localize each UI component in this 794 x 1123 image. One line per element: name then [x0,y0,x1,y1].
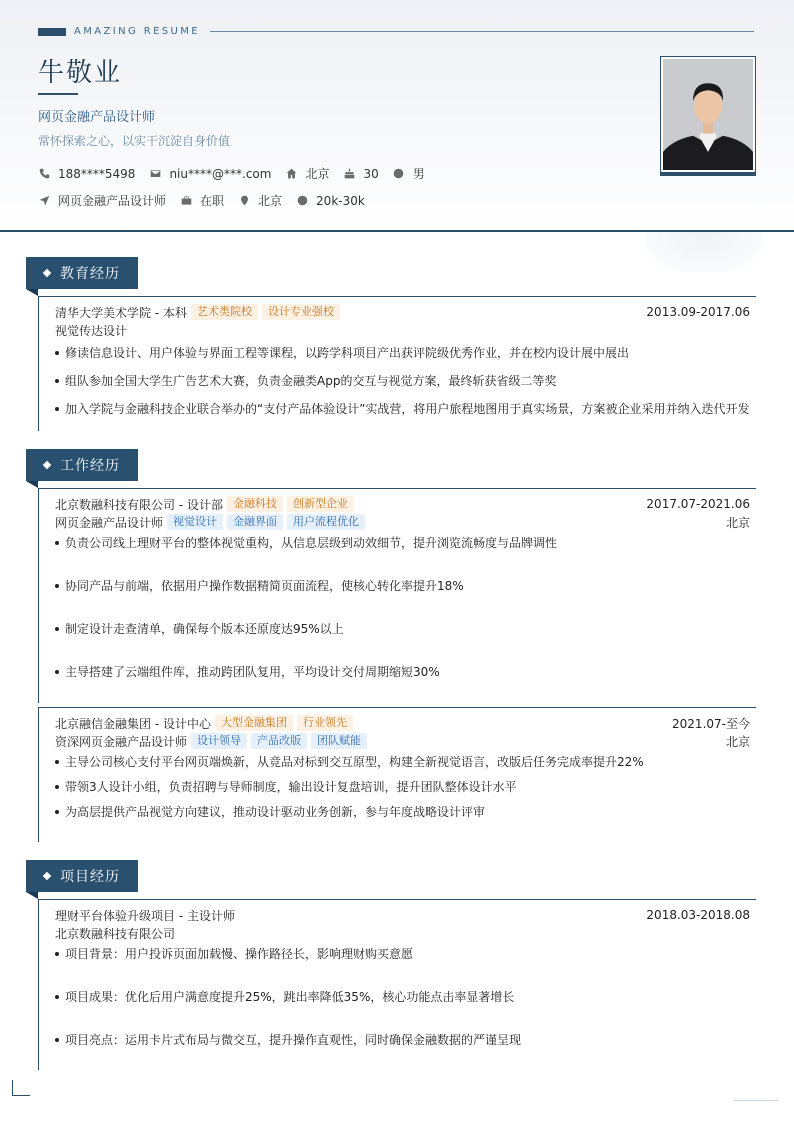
project-header [55,906,750,924]
age-item [343,167,378,181]
role-row [55,732,750,750]
company-tag: 大型金融集团 [215,715,293,731]
section-title-projects [26,860,138,892]
work-date: 2017.07-2021.06 [646,497,750,511]
school-name: 清华大学美术学院 - 本科 [55,305,187,320]
resume-header [0,0,794,232]
project-company-row [55,924,750,942]
intent-city-item [238,192,282,209]
project-name: 理财平台体验升级项目 - 主设计师 [55,908,235,923]
company-name: 北京数融科技有限公司 - 设计部 [55,497,223,512]
briefcase-icon [180,195,192,207]
education-bullet: 加入学院与金融科技企业联合举办的“支付产品体验设计”实战营，将用户旅程地图用于真实场景，方案被企业采用并纳入迭代开发 [55,400,750,417]
section-label: 教育经历 [60,266,120,282]
mail-icon [149,168,161,180]
diamond-icon [43,461,51,469]
brand-divider [210,31,754,32]
home-value: 北京 [305,167,330,181]
education-entry [38,296,756,431]
education-bullet: 修读信息设计、用户体验与界面工程等课程，以跨学科项目产出获评院级优秀作业，并在校内设计展中展出 [55,344,750,361]
section-label: 项目经历 [60,869,120,885]
section-title-education [26,257,138,289]
home-icon [285,168,297,180]
header-shadow [644,232,764,272]
work-header [55,495,750,513]
work-bullet: 为高层提供产品视觉方向建议，推动设计驱动业务创新，参与年度战略设计评审 [55,803,750,820]
intent-title-value: 网页金融产品设计师 [58,194,167,208]
work-city: 北京 [725,734,750,749]
major-row [55,321,750,339]
major: 视觉传达设计 [55,323,128,338]
role-row [55,513,750,531]
gender-value: 男 [412,167,425,181]
intent-title-item [38,192,166,209]
email-value: niu****@***.com [169,166,272,181]
profile-photo-frame [660,56,756,173]
school-tag: 设计专业强校 [262,304,340,320]
company-tag: 金融科技 [227,496,283,512]
status-item [180,192,224,209]
brand-banner [38,26,754,37]
project-bullet: 项目成果：优化后用户满意度提升25%，跳出率降低35%，核心功能点击率显著增长 [55,988,750,1005]
project-company: 北京数融科技有限公司 [55,926,176,941]
age-value: 30 [363,166,379,181]
company-tag: 创新型企业 [287,496,354,512]
gender-icon [393,168,405,180]
salary-value: 20k-30k [316,193,365,208]
role-name: 网页金融产品设计师 [55,515,164,530]
section-label: 工作经历 [60,458,120,474]
work-bullet: 带领3人设计小组，负责招聘与导师制度，输出设计复盘培训，提升团队整体设计水平 [55,778,750,795]
motto: 常怀探索之心，以实干沉淀自身价值 [38,134,231,148]
location-icon [238,195,250,207]
email-item [149,167,271,181]
education-bullet: 组队参加全国大学生广告艺术大赛，负责金融类App的交互与视觉方案，最终斩获省级二等奖 [55,372,750,389]
work-entry-2 [38,707,756,842]
role-tag: 产品改版 [251,733,307,749]
role-tag: 设计领导 [191,733,247,749]
school-tag: 艺术类院校 [191,304,258,320]
work-date: 2021.07-至今 [672,716,750,731]
work-bullet: 协同产品与前端，依据用户操作数据精简页面流程，使核心转化率提升18% [55,577,750,594]
role-name: 资深网页金融产品设计师 [55,734,188,749]
role-tag: 金融界面 [227,514,283,530]
home-item [285,165,329,182]
corner-decoration [12,1080,30,1096]
work-city: 北京 [725,515,750,530]
role-tag: 用户流程优化 [287,514,365,530]
diamond-icon [43,269,51,277]
work-bullet: 制定设计走查清单，确保每个版本还原度达95%以上 [55,620,750,637]
project-bullet: 项目亮点：运用卡片式布局与微交互，提升操作直观性，同时确保金融数据的严谨呈现 [55,1031,750,1048]
diamond-icon [43,872,51,880]
role-tag: 团队赋能 [311,733,367,749]
company-tag: 行业领先 [297,715,353,731]
cake-icon [343,168,355,180]
job-intent-row [38,192,379,209]
project-entry [38,899,756,1070]
work-bullet: 主导公司核心支付平台网页端焕新，从竞品对标到交互原型，构建全新视觉语言，改版后任务完成率提升22% [55,753,750,770]
gender-item [393,165,425,182]
work-bullet: 负责公司线上理财平台的整体视觉重构，从信息层级到动效细节，提升浏览流畅度与品牌调性 [55,534,750,551]
status-value: 在职 [200,194,225,208]
phone-icon [38,168,50,180]
work-entry-1 [38,488,756,703]
intent-city-value: 北京 [258,194,283,208]
brand-text: AMAZING RESUME [74,26,200,37]
work-header [55,714,750,732]
salary-icon [296,195,308,207]
phone-item [38,167,135,181]
education-header [55,303,750,321]
job-title: 网页金融产品设计师 [38,110,156,125]
role-tag: 视觉设计 [167,514,223,530]
candidate-name: 牛敬业 [38,58,123,88]
contact-row [38,165,439,182]
company-name: 北京融信金融集团 - 设计中心 [55,716,211,731]
footer-line [734,1100,778,1101]
profile-photo [663,59,753,170]
education-date: 2013.09-2017.06 [646,305,750,319]
project-date: 2018.03-2018.08 [646,908,750,922]
name-underline [38,93,78,95]
section-title-work [26,449,138,481]
send-icon [38,195,50,207]
brand-bar [38,28,66,36]
project-bullet: 项目背景：用户投诉页面加载慢、操作路径长，影响理财购买意愿 [55,945,750,962]
salary-item [296,194,365,208]
phone-value: 188****5498 [58,166,136,181]
work-bullet: 主导搭建了云端组件库，推动跨团队复用，平均设计交付周期缩短30% [55,663,750,680]
